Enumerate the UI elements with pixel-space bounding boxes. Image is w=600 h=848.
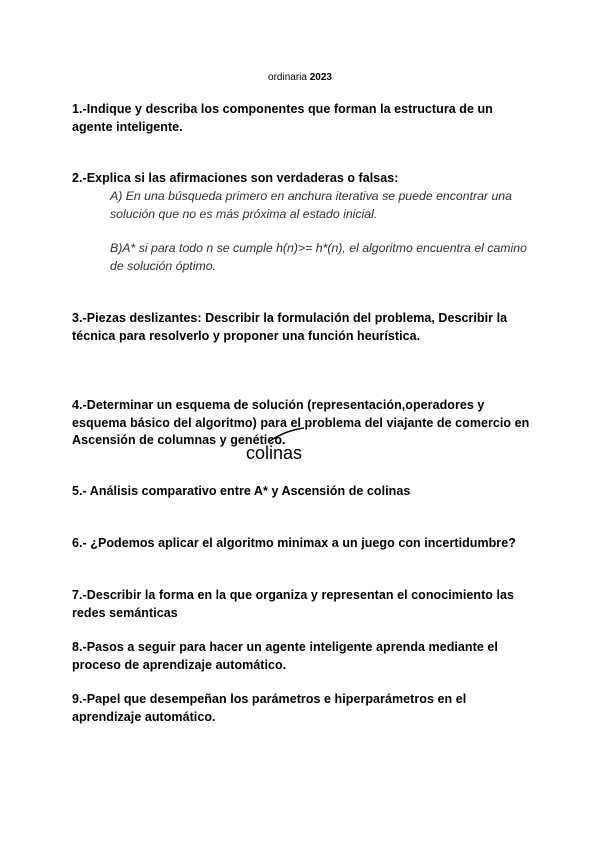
question-2-item-b: B)A* si para todo n se cumple h(n)>= h*(n), el algoritmo encuentra el camino de solución óptimo. [110, 241, 527, 273]
strikethrough-mark [262, 425, 322, 445]
question-5: 5.- Análisis comparativo entre A* y Ascensión de colinas [72, 484, 411, 498]
question-2: 2.-Explica si las afirmaciones son verdaderas o falsas: [72, 171, 399, 185]
question-2-item-a: A) En una búsqueda primero en anchura iterativa se puede encontrar una solución que no es más próxima al estado inicial. [110, 189, 512, 221]
question-8: 8.-Pasos a seguir para hacer un agente inteligente aprenda mediante el proceso de aprendizaje automático. [72, 640, 498, 672]
question-4-text-after: y genético. [216, 433, 286, 447]
question-4-text-before: 4.-Determinar un esquema de solución (representación,operadores y esquema básico del algoritmo) para el problema del viajante de comercio en Ascensión de [72, 398, 530, 447]
question-7: 7.-Describir la forma en la que organiza y representan el conocimiento las redes semánticas [72, 588, 515, 620]
question-3: 3.-Piezas deslizantes: Describir la formulación del problema, Describir la técnica para resolverlo y proponer una función heurística. [72, 311, 508, 343]
question-6: 6.- ¿Podemos aplicar el algoritmo minimax a un juego con incertidumbre? [72, 536, 516, 550]
exam-header-prefix: ordinaria [268, 72, 310, 83]
question-4-struck-word: columnas [157, 433, 217, 447]
handwritten-correction: colinas [246, 443, 303, 463]
exam-header [0, 72, 600, 83]
question-1: 1.-Indique y describa los componentes que forman la estructura de un agente inteligente. [72, 102, 493, 134]
exam-year: 2023 [309, 72, 332, 83]
question-9: 9.-Papel que desempeñan los parámetros e hiperparámetros en el aprendizaje automático. [72, 692, 467, 724]
